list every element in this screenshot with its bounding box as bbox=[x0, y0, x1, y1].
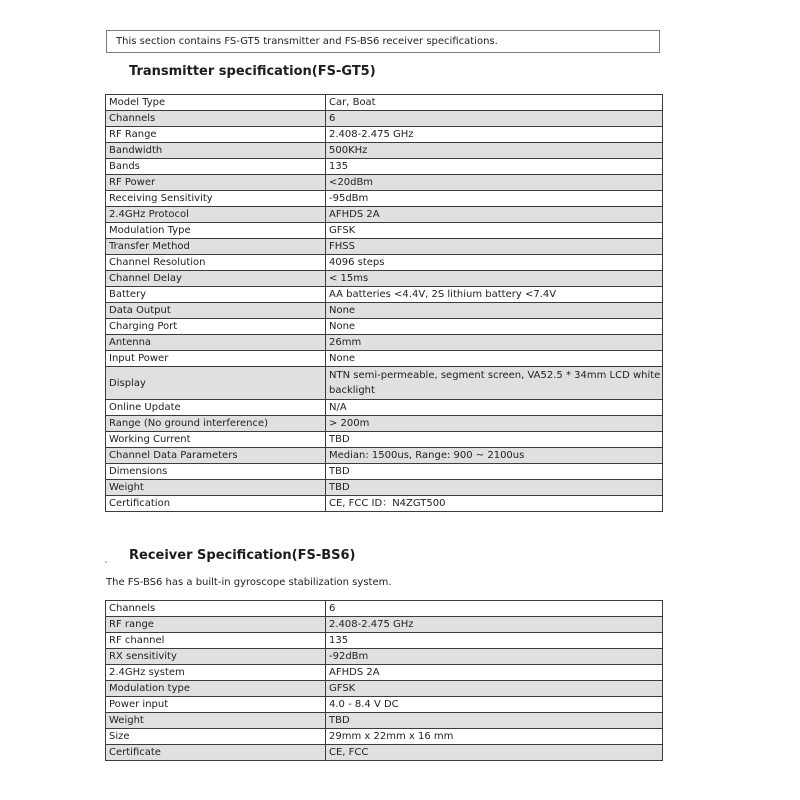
spec-label: Transfer Method bbox=[106, 239, 326, 255]
spec-label: Bands bbox=[106, 159, 326, 175]
spec-row bbox=[106, 239, 663, 255]
spec-row bbox=[106, 745, 663, 761]
spec-row bbox=[106, 665, 663, 681]
spec-row bbox=[106, 416, 663, 432]
spec-value: 6 bbox=[326, 111, 663, 127]
spec-row bbox=[106, 367, 663, 400]
spec-label: Modulation Type bbox=[106, 223, 326, 239]
spec-value: None bbox=[326, 351, 663, 367]
spec-value: 26mm bbox=[326, 335, 663, 351]
spec-value: TBD bbox=[326, 464, 663, 480]
spec-row bbox=[106, 601, 663, 617]
spec-row bbox=[106, 432, 663, 448]
spec-row bbox=[106, 617, 663, 633]
spec-label: Channels bbox=[106, 111, 326, 127]
spec-label: Channels bbox=[106, 601, 326, 617]
transmitter-title: Transmitter specification(FS-GT5) bbox=[129, 64, 376, 79]
spec-label: 2.4GHz system bbox=[106, 665, 326, 681]
spec-label: Model Type bbox=[106, 95, 326, 111]
spec-value: CE, FCC ID：N4ZGT500 bbox=[326, 496, 663, 512]
spec-label: Power input bbox=[106, 697, 326, 713]
spec-row bbox=[106, 207, 663, 223]
spec-row bbox=[106, 681, 663, 697]
spec-value: > 200m bbox=[326, 416, 663, 432]
bullet-dot bbox=[105, 561, 107, 563]
spec-row bbox=[106, 223, 663, 239]
spec-row bbox=[106, 271, 663, 287]
transmitter-spec-table bbox=[105, 94, 663, 512]
spec-value: N/A bbox=[326, 400, 663, 416]
spec-label: Display bbox=[106, 367, 326, 400]
spec-label: Bandwidth bbox=[106, 143, 326, 159]
spec-label: Receiving Sensitivity bbox=[106, 191, 326, 207]
spec-value: 6 bbox=[326, 601, 663, 617]
spec-label: RF Power bbox=[106, 175, 326, 191]
spec-label: Battery bbox=[106, 287, 326, 303]
spec-row bbox=[106, 649, 663, 665]
spec-value: GFSK bbox=[326, 223, 663, 239]
spec-row bbox=[106, 633, 663, 649]
spec-value: Car, Boat bbox=[326, 95, 663, 111]
spec-value: TBD bbox=[326, 480, 663, 496]
spec-row bbox=[106, 255, 663, 271]
receiver-title: Receiver Specification(FS-BS6) bbox=[129, 548, 356, 563]
spec-value: None bbox=[326, 319, 663, 335]
spec-label: Input Power bbox=[106, 351, 326, 367]
spec-row bbox=[106, 464, 663, 480]
spec-value: 135 bbox=[326, 633, 663, 649]
spec-label: 2.4GHz Protocol bbox=[106, 207, 326, 223]
spec-row bbox=[106, 319, 663, 335]
spec-row bbox=[106, 191, 663, 207]
spec-value: TBD bbox=[326, 432, 663, 448]
spec-label: Size bbox=[106, 729, 326, 745]
spec-row bbox=[106, 400, 663, 416]
spec-value: -92dBm bbox=[326, 649, 663, 665]
spec-row bbox=[106, 448, 663, 464]
spec-row bbox=[106, 159, 663, 175]
spec-label: Online Update bbox=[106, 400, 326, 416]
spec-label: Charging Port bbox=[106, 319, 326, 335]
spec-value: 500KHz bbox=[326, 143, 663, 159]
spec-value: 4096 steps bbox=[326, 255, 663, 271]
spec-label: Antenna bbox=[106, 335, 326, 351]
receiver-spec-table bbox=[105, 600, 663, 761]
spec-label: Channel Delay bbox=[106, 271, 326, 287]
spec-value: NTN semi-permeable, segment screen, VA52.5 * 34mm LCD white backlight bbox=[326, 367, 663, 400]
spec-value: FHSS bbox=[326, 239, 663, 255]
spec-value: 135 bbox=[326, 159, 663, 175]
spec-label: Certificate bbox=[106, 745, 326, 761]
spec-row bbox=[106, 95, 663, 111]
spec-row bbox=[106, 287, 663, 303]
spec-label: Certification bbox=[106, 496, 326, 512]
spec-value: 2.408-2.475 GHz bbox=[326, 617, 663, 633]
spec-value: < 15ms bbox=[326, 271, 663, 287]
spec-value: Median: 1500us, Range: 900 ~ 2100us bbox=[326, 448, 663, 464]
spec-row bbox=[106, 351, 663, 367]
spec-row bbox=[106, 303, 663, 319]
spec-label: Dimensions bbox=[106, 464, 326, 480]
spec-label: Channel Data Parameters bbox=[106, 448, 326, 464]
spec-label: RX sensitivity bbox=[106, 649, 326, 665]
spec-value: GFSK bbox=[326, 681, 663, 697]
spec-label: Channel Resolution bbox=[106, 255, 326, 271]
spec-value: 2.408-2.475 GHz bbox=[326, 127, 663, 143]
spec-value: TBD bbox=[326, 713, 663, 729]
spec-row bbox=[106, 175, 663, 191]
spec-row bbox=[106, 697, 663, 713]
spec-row bbox=[106, 729, 663, 745]
spec-value: 29mm x 22mm x 16 mm bbox=[326, 729, 663, 745]
spec-label: Working Current bbox=[106, 432, 326, 448]
spec-row bbox=[106, 111, 663, 127]
spec-value: AA batteries <4.4V, 2S lithium battery <7.4V bbox=[326, 287, 663, 303]
spec-value: -95dBm bbox=[326, 191, 663, 207]
receiver-description: The FS-BS6 has a built-in gyroscope stabilization system. bbox=[106, 577, 392, 588]
spec-row bbox=[106, 713, 663, 729]
spec-label: Data Output bbox=[106, 303, 326, 319]
spec-row bbox=[106, 335, 663, 351]
spec-row bbox=[106, 480, 663, 496]
spec-label: Range (No ground interference) bbox=[106, 416, 326, 432]
spec-row bbox=[106, 127, 663, 143]
intro-box: This section contains FS-GT5 transmitter and FS-BS6 receiver specifications. bbox=[106, 30, 660, 53]
spec-label: Weight bbox=[106, 713, 326, 729]
spec-value: None bbox=[326, 303, 663, 319]
spec-value: AFHDS 2A bbox=[326, 207, 663, 223]
spec-label: RF Range bbox=[106, 127, 326, 143]
spec-row bbox=[106, 143, 663, 159]
spec-value: 4.0 - 8.4 V DC bbox=[326, 697, 663, 713]
spec-label: Modulation type bbox=[106, 681, 326, 697]
spec-label: Weight bbox=[106, 480, 326, 496]
spec-value: <20dBm bbox=[326, 175, 663, 191]
spec-label: RF channel bbox=[106, 633, 326, 649]
spec-row bbox=[106, 496, 663, 512]
spec-label: RF range bbox=[106, 617, 326, 633]
spec-value: CE, FCC bbox=[326, 745, 663, 761]
spec-value: AFHDS 2A bbox=[326, 665, 663, 681]
